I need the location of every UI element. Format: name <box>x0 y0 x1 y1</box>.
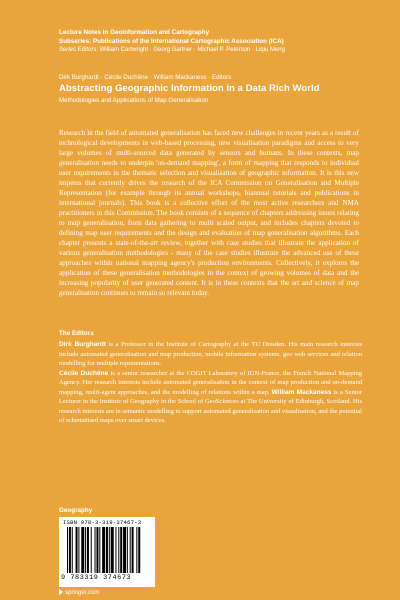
arrow-right-icon <box>59 589 63 595</box>
barcode-stripe <box>69 527 71 573</box>
editor-1-bio: is a Professor in the Institute of Cartography at the TU Dresden. His main research interests include automated generalisation and map production, mobile information systems, geo web services and relation modelling for multiple representations. <box>59 341 362 368</box>
editors-heading: The Editors <box>59 330 94 337</box>
barcode-stripe <box>95 527 96 573</box>
series-editors-label: Series Editors: <box>59 47 99 54</box>
series-editors <box>59 46 389 55</box>
barcode-panel <box>59 517 155 587</box>
book-editors: Dirk Burghardt · Cécile Duchêne · William Mackaness · Editors <box>59 74 232 81</box>
editor-2-name: Cécile Duchêne <box>59 369 109 377</box>
barcode-image <box>67 527 151 573</box>
barcode-stripe <box>136 527 137 573</box>
barcode-stripe <box>85 527 86 573</box>
isbn-text: ISBN 978-3-319-37467-3 <box>63 519 142 526</box>
barcode-stripe <box>99 527 100 573</box>
barcode-stripe <box>87 527 89 573</box>
publisher-url-text: springer.com <box>65 590 100 596</box>
barcode-stripe <box>132 527 134 573</box>
series-title: Lecture Notes in Geoinformation and Cartography <box>59 29 210 36</box>
barcode-stripe <box>118 527 119 573</box>
barcode-number: 9 783319 374673 <box>61 574 132 582</box>
barcode-stripe <box>91 527 92 573</box>
series-info <box>59 29 389 55</box>
publisher-url <box>59 589 99 596</box>
editor-2-bio: is a senior researcher at the COGIT Laboratory of IGN-France, the French National Mapping Agency. Her research interests include automated generalisation in the context of map production and on-demand mapping, multi-agent approaches, and the modelling of relations within a map. <box>59 369 362 396</box>
book-subtitle: Methodologies and Applications of Map Generalisation <box>59 97 209 104</box>
series-subseries: Subseries: Publications of the International Cartographic Association (ICA) <box>59 37 284 45</box>
barcode-stripe <box>67 527 68 573</box>
barcode-stripe <box>115 527 116 573</box>
editors-bios <box>59 340 362 426</box>
barcode-stripe <box>106 527 108 573</box>
barcode-stripe <box>102 527 105 573</box>
barcode-stripe <box>111 527 114 573</box>
editor-1-name: Dirk Burghardt <box>59 341 107 348</box>
barcode-stripe <box>76 527 78 573</box>
barcode-stripe <box>96 527 98 573</box>
barcode-stripe <box>78 527 79 573</box>
barcode-stripe <box>109 527 110 573</box>
barcode-stripe <box>72 527 73 573</box>
barcode-stripe <box>81 527 84 573</box>
barcode-stripe <box>127 527 128 573</box>
series-editors-names: William Cartwright · Georg Gartner · Michael P. Peterson · Liqiu Meng <box>99 47 285 54</box>
barcode-stripe <box>130 527 131 573</box>
editor-3-bio: is a Senior Lecturer in the Institute of Geography in the School of GeoSciences at The University of Edinburgh, Scotland. His research interests are in semantic modelling to support automated generalisation and visualisation, and the potential of schematised maps over smart devices. <box>59 388 363 425</box>
barcode-stripe <box>123 527 126 573</box>
barcode-stripe <box>120 527 122 573</box>
editor-3-name: William Mackaness <box>271 388 332 396</box>
book-title: Abstracting Geographic Information in a Data Rich World <box>59 83 320 94</box>
subject-label: Geography <box>59 507 93 514</box>
book-abstract: Research in the field of automated generalisation has faced new challenges in recent years as a result of technological developments in web-based processing, new visualisation paradigms and access to very large volumes of multi-sourced data generated by sensors and humans. In these contexts, map generalisation needs to underpin 'on-demand mapping', a form of mapping that responds to individual user requirements in the thematic selection and visualisation of geographic information. It is this new impetus that currently drives the research of the ICA Commission on Generalisation and Multiple Representation (for example through its annual workshops, biannual tutorials and publications in international journals). This book is a collective effort of the most active researchers and NMA practitioners in this Commission. The book consists of a sequence of chapters addressing issues relating to map generalisation, from data gathering to multi scaled output, and includes chapters devoted to defining map user requirements and the design and evaluation of map generalisation algorithms. Each chapter presents a state-of-the-art review, together with case studies that illustrate the application of various generalisation methodologies - many of the case studies illustrate the advanced use of these approaches within national mapping agency's production environments. Collectively, it explores the application of these generalisation methodologies in the context of growing volumes of data and the increasing popularity of user generated content. It is in these contexts that the art and science of map generalisation continues to remain so relevant today. <box>59 129 359 297</box>
barcode-stripe <box>138 527 140 573</box>
